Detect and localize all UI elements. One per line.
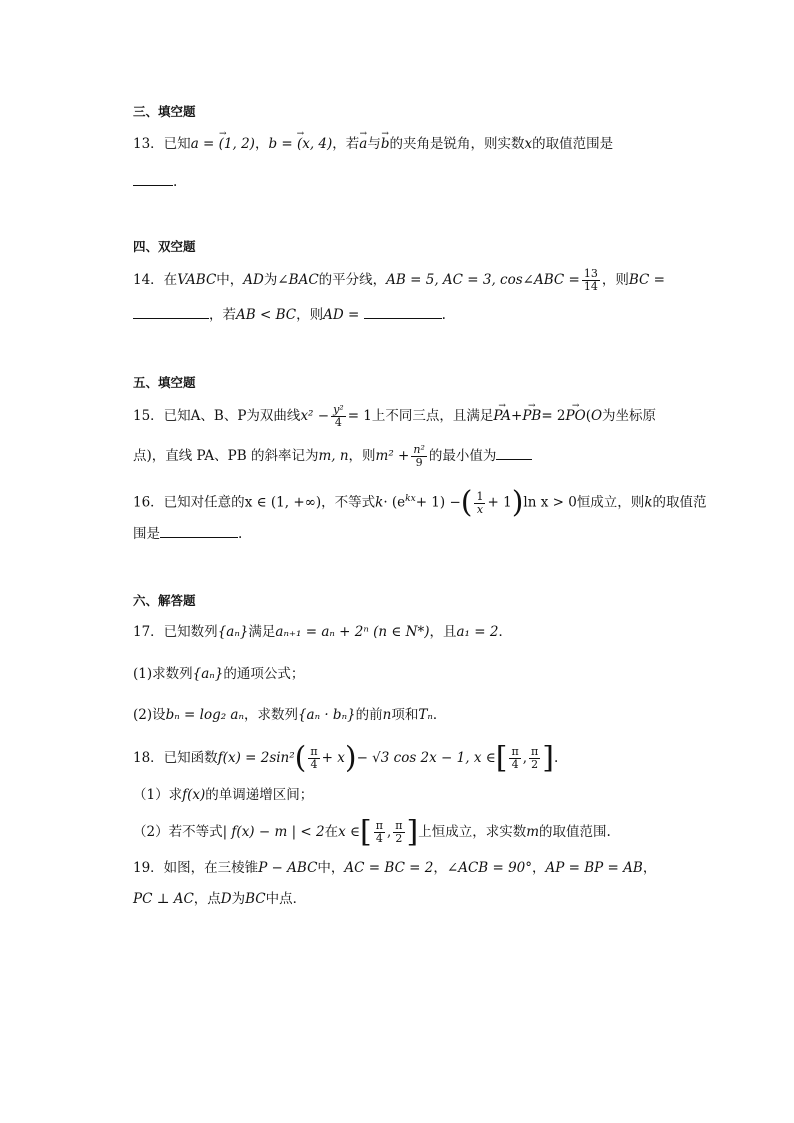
fraction-pi-4: $\frac{\pi}{4}$ [511,745,519,771]
fraction-pi-2: $\frac{\pi}{2}$ [530,745,539,771]
answer-blank-bc[interactable] [133,306,209,319]
fraction-pi-4: $\frac{\pi}{4}$ [310,745,318,771]
answer-blank[interactable] [133,173,173,186]
question-16-line-2: 围是 . [133,526,243,542]
question-18-part-1: （1）求f(x)的单调递增区间； [133,787,314,803]
question-17: 17．已知数列{aₙ}满足aₙ₊₁ = aₙ + 2ⁿ (n ∈ N*)，且a₁ = 2． [133,624,512,640]
fraction-1-x: $\frac{1}{x}$ [476,489,484,516]
question-13: 13．已知→ a = (1, 2)，→ b = (x, 4)，若→ a与→ b的夹角是锐角，则实数x的取值范围是 [133,134,613,154]
question-13-answer-line: . [133,172,177,192]
question-17-part-2: (2)设bₙ = log₂ aₙ，求数列{aₙ · bₙ}的前n项和Tₙ． [133,707,447,723]
section-heading-fill-blank-2: 五、填空题 [133,375,196,390]
question-18: 18．已知函数f(x) = 2sin²( $\frac{\pi}{4}$ + x)− √3 cos 2x − 1, x ∈[ $\frac{\pi}{4}$ , $\frac{\pi}{2}$ ]. [133,740,559,776]
question-14-line-2: ，若AB < BC，则AD = . [133,305,446,325]
fraction-13-14: $\frac{13}{14}$ [583,267,598,293]
question-17-part-1: (1)求数列{aₙ}的通项公式； [133,666,305,682]
question-15: 15．已知A、B、P为双曲线x² − $\frac{\text{y²}}{4}$ = 1上不同三点，且满足→ PA+→ PB= 2→ PO(O为坐标原 [133,404,656,429]
section-heading-double-blank: 四、双空题 [133,239,196,254]
question-19: 19．如图，在三棱锥P − ABC中，AC = BC = 2，∠ACB = 90°，AP = BP = AB， [133,860,657,876]
section-heading-solve: 六、解答题 [133,593,196,608]
question-16: 16．已知对任意的x ∈ (1, +∞)，不等式$k\cdot (e^{kx}+ 1)$ −( $\frac{1}{x}$ + 1)ln x > 0恒成立，则k的取值范 [133,485,707,520]
question-18-part-2: （2）若不等式| f(x) − m | < 2在x ∈[ $\frac{\pi}{4}$ , $\frac{\pi}{2}$ ]上恒成立，求实数m的取值范围. [133,814,611,850]
fraction-pi-2: $\frac{\pi}{2}$ [395,819,403,845]
section-heading-fill-blank: 三、填空题 [133,104,196,119]
fraction-y2-4: $\frac{\text{y²}}{4}$ [333,403,344,429]
question-15-line-2: 点)，直线 PA、PB 的斜率记为m, n，则m² + $\frac{\text{n²}}{9}$ 的最小值为 [133,444,532,469]
fraction-n2-9: $\frac{\text{n²}}{9}$ [413,443,425,469]
fraction-pi-4: $\frac{\pi}{4}$ [375,819,383,845]
answer-blank[interactable] [496,447,532,460]
question-19-line-2: PC ⊥ AC，点D为BC中点． [133,891,307,907]
answer-blank[interactable] [160,525,238,538]
answer-blank-ad[interactable] [364,306,442,319]
question-14: 14．在VABC中，AD为∠BAC的平分线，AB = 5, AC = 3, cos∠ABC = $\frac{13}{14}$ ，则BC = [133,267,665,293]
